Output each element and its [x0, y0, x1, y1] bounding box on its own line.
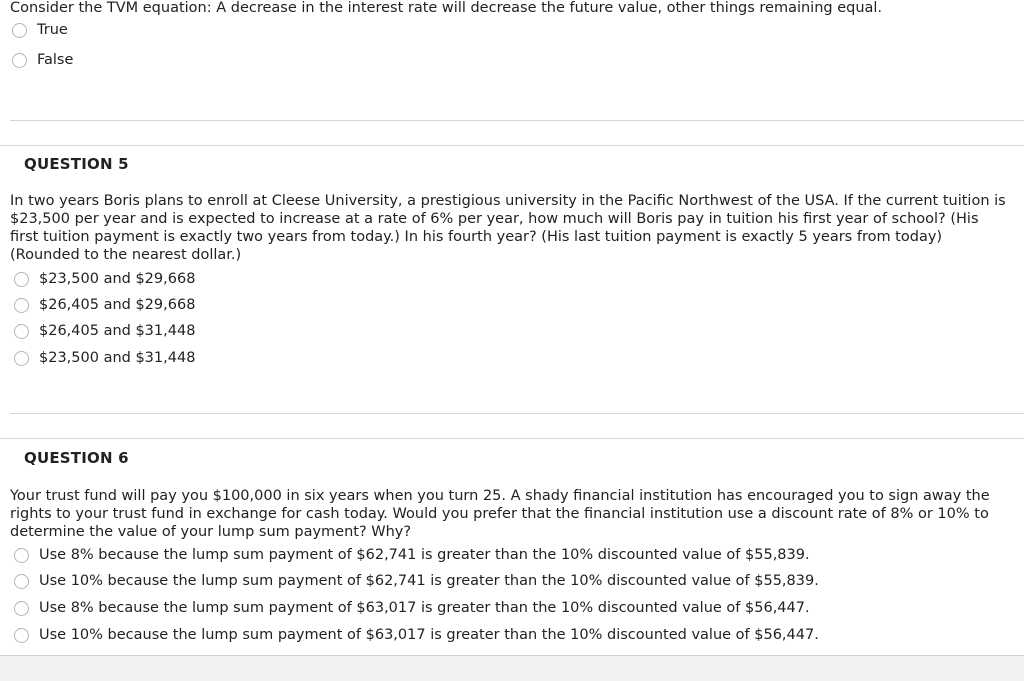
q6-option-4[interactable] [14, 626, 819, 644]
divider [10, 413, 1024, 414]
question-6-text: Your trust fund will pay you $100,000 in six years when you turn 25. A shady financial institution has encouraged you to sign away the rights to your trust fund in exchange for cash today. Would you prefer that the financial institution use a discount rate of 8% or 10% to determine the value of your lump sum payment? Why? [10, 488, 990, 540]
q6-option-1[interactable] [14, 546, 810, 564]
divider [0, 438, 1024, 439]
radio-button[interactable] [14, 574, 29, 589]
radio-button[interactable] [14, 628, 29, 643]
option-label: Use 8% because the lump sum payment of $62,741 is greater than the 10% discounted value of $55,839. [39, 547, 810, 563]
footer-bar [0, 655, 1024, 681]
option-label: $23,500 and $29,668 [39, 271, 196, 287]
q4-option-true[interactable] [12, 21, 68, 39]
option-label: Use 10% because the lump sum payment of $63,017 is greater than the 10% discounted value of $56,447. [39, 627, 819, 643]
divider [10, 120, 1024, 121]
radio-button[interactable] [14, 548, 29, 563]
q5-option-4[interactable] [14, 349, 195, 367]
option-label: Use 10% because the lump sum payment of $62,741 is greater than the 10% discounted value of $55,839. [39, 573, 819, 589]
radio-button[interactable] [14, 272, 29, 287]
option-label: $26,405 and $31,448 [39, 323, 196, 339]
option-label: $23,500 and $31,448 [39, 350, 196, 366]
radio-button[interactable] [14, 324, 29, 339]
radio-button[interactable] [12, 23, 27, 38]
radio-button[interactable] [14, 601, 29, 616]
q6-option-2[interactable] [14, 572, 819, 590]
option-label: True [37, 22, 68, 38]
q6-option-3[interactable] [14, 599, 810, 617]
option-label: Use 8% because the lump sum payment of $63,017 is greater than the 10% discounted value of $56,447. [39, 600, 810, 616]
divider [0, 145, 1024, 146]
q5-option-2[interactable] [14, 296, 195, 314]
radio-button[interactable] [14, 351, 29, 366]
radio-button[interactable] [12, 53, 27, 68]
radio-button[interactable] [14, 298, 29, 313]
q4-option-false[interactable] [12, 51, 73, 69]
question-6-heading: QUESTION 6 [24, 449, 129, 467]
option-label: False [37, 52, 74, 68]
q5-option-3[interactable] [14, 322, 195, 340]
option-label: $26,405 and $29,668 [39, 297, 196, 313]
question-5-heading: QUESTION 5 [24, 155, 129, 173]
question-5-text: In two years Boris plans to enroll at Cleese University, a prestigious university in the Pacific Northwest of the USA. If the current tuition is $23,500 per year and is expected to increase at a rate of 6% per year, how much will Boris pay in tuition his first year of school? (His first tuition payment is exactly two years from today.) In his fourth year? (His last tuition payment is exactly 5 years from today) (Rounded to the nearest dollar.) [10, 193, 1006, 263]
question-4-text: Consider the TVM equation: A decrease in the interest rate will decrease the future value, other things remaining equal. [10, 0, 883, 16]
q5-option-1[interactable] [14, 270, 195, 288]
